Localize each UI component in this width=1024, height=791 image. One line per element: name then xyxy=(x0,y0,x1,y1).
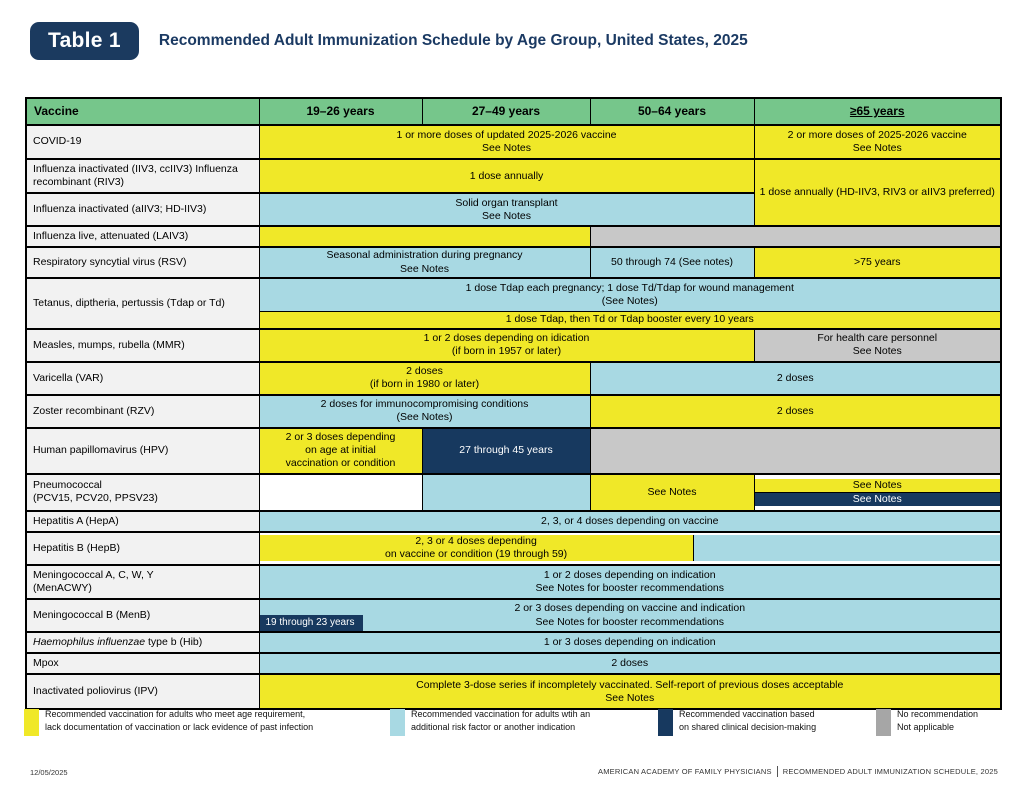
menb-all-cell xyxy=(259,599,1001,632)
mmr-19-64-cell: 1 or 2 doses depending on idication (if born in 1957 or later) xyxy=(259,329,754,362)
vaccine-label-hepa: Hepatitis A (HepA) xyxy=(26,511,259,532)
row-mpox xyxy=(26,653,1001,674)
vaccine-label-pneumococcal: Pneumococcal (PCV15, PCV20, PPSV23) xyxy=(26,474,259,511)
menb-age-badge: 19 through 23 years xyxy=(260,615,364,632)
rzv-19-49-cell: 2 doses for immunocompromising conditions (See Notes) xyxy=(259,395,590,428)
hpv-50plus-cell xyxy=(590,428,1001,474)
row-menb xyxy=(26,599,1001,632)
legend-item-blue xyxy=(390,708,590,736)
table-badge: Table 1 xyxy=(30,22,139,60)
vaccine-label-hpv: Human papillomavirus (HPV) xyxy=(26,428,259,474)
hib-label-rest: type b (Hib) xyxy=(145,636,203,648)
legend-item-yellow xyxy=(24,708,313,736)
varicella-50plus-cell: 2 doses xyxy=(590,362,1001,395)
tdap-risk-cell: 1 dose Tdap each pregnancy; 1 dose Td/Tdap for wound management (See Notes) xyxy=(259,278,1001,312)
footer-date: 12/05/2025 xyxy=(30,768,68,777)
vaccine-label-mpox: Mpox xyxy=(26,653,259,674)
vaccine-label-tdap: Tetanus, diptheria, pertussis (Tdap or Td) xyxy=(26,278,259,329)
vaccine-label-rsv: Respiratory syncytial virus (RSV) xyxy=(26,247,259,277)
legend-item-navy xyxy=(658,708,816,736)
pneumococcal-65plus-cell xyxy=(754,474,1001,511)
row-influenza-iiv xyxy=(26,159,1001,193)
row-hpv xyxy=(26,428,1001,474)
covid19-19-64-cell: 1 or more doses of updated 2025-2026 vaccine See Notes xyxy=(259,125,754,159)
vaccine-label-hib xyxy=(26,632,259,653)
influenza-iiv-19-64-cell: 1 dose annually xyxy=(259,159,754,193)
row-hib xyxy=(26,632,1001,653)
vaccine-label-mmr: Measles, mumps, rubella (MMR) xyxy=(26,329,259,362)
varicella-19-49-cell: 2 doses (if born in 1980 or later) xyxy=(259,362,590,395)
row-varicella xyxy=(26,362,1001,395)
pneumococcal-65plus-age-cell: See Notes xyxy=(755,479,1001,492)
influenza-aiiv-19-64-cell: Solid organ transplant See Notes xyxy=(259,193,754,226)
hepb-19-59-cell: 2, 3 or 4 doses depending on vaccine or condition (19 through 59) xyxy=(260,535,694,561)
ipv-all-cell: Complete 3-dose series if incompletely vaccinated. Self-report of previous doses acceptable See Notes xyxy=(259,674,1001,709)
row-hepb xyxy=(26,532,1001,565)
column-header-row xyxy=(26,98,1001,125)
gray-swatch-icon xyxy=(876,709,891,736)
column-header-19-26: 19–26 years xyxy=(259,98,422,125)
schedule-table xyxy=(25,97,1002,710)
hepb-all-cell xyxy=(259,532,1001,565)
hpv-19-26-cell: 2 or 3 doses depending on age at initial vaccination or condition xyxy=(259,428,422,474)
vaccine-label-influenza-iiv: Influenza inactivated (IIV3, ccIIV3) Influenza recombinant (RIV3) xyxy=(26,159,259,193)
row-covid19 xyxy=(26,125,1001,159)
column-header-vaccine: Vaccine xyxy=(26,98,259,125)
mmr-65plus-cell: For health care personnel See Notes xyxy=(754,329,1001,362)
legend-item-gray xyxy=(876,708,978,736)
vaccine-label-ipv: Inactivated poliovirus (IPV) xyxy=(26,674,259,709)
rsv-50-64-cell: 50 through 74 (See notes) xyxy=(590,247,754,277)
row-laiv xyxy=(26,226,1001,247)
page-title: Recommended Adult Immunization Schedule by Age Group, United States, 2025 xyxy=(158,32,748,49)
navy-swatch-icon xyxy=(658,709,673,736)
vaccine-label-varicella: Varicella (VAR) xyxy=(26,362,259,395)
row-hepa xyxy=(26,511,1001,532)
rsv-65plus-cell: >75 years xyxy=(754,247,1001,277)
legend xyxy=(0,708,1024,752)
pneumococcal-50-64-cell: See Notes xyxy=(590,474,754,511)
row-rzv xyxy=(26,395,1001,428)
row-pneumococcal xyxy=(26,474,1001,511)
vaccine-label-covid19: COVID-19 xyxy=(26,125,259,159)
footer-credit xyxy=(598,766,998,777)
pneumococcal-65plus-shared-cell: See Notes xyxy=(755,492,1001,506)
blue-swatch-icon xyxy=(390,709,405,736)
vaccine-label-hepb: Hepatitis B (HepB) xyxy=(26,532,259,565)
tdap-routine-cell: 1 dose Tdap, then Td or Tdap booster every 10 years xyxy=(259,312,1001,329)
footer-doc-title: RECOMMENDED ADULT IMMUNIZATION SCHEDULE, 2025 xyxy=(782,767,998,776)
vaccine-label-menacwy: Meningococcal A, C, W, Y (MenACWY) xyxy=(26,565,259,599)
yellow-swatch-icon xyxy=(24,709,39,736)
laiv-50plus-cell xyxy=(590,226,1001,247)
influenza-65plus-cell: 1 dose annually (HD-IIV3, RIV3 or aIIV3 preferred) xyxy=(754,159,1001,226)
mpox-all-cell: 2 doses xyxy=(259,653,1001,674)
footer-separator xyxy=(777,766,778,777)
hib-label-genus: Haemophilus influenzae xyxy=(33,636,146,648)
vaccine-label-influenza-aiiv: Influenza inactivated (aIIV3; HD-IIV3) xyxy=(26,193,259,226)
rsv-19-49-cell: Seasonal administration during pregnancy See Notes xyxy=(259,247,590,277)
pneumococcal-27-49-cell xyxy=(422,474,590,511)
vaccine-label-laiv: Influenza live, attenuated (LAIV3) xyxy=(26,226,259,247)
menacwy-all-cell: 1 or 2 doses depending on indication See Notes for booster recommendations xyxy=(259,565,1001,599)
hepb-60plus-cell xyxy=(694,535,1000,561)
row-menacwy xyxy=(26,565,1001,599)
laiv-19-49-cell xyxy=(259,226,590,247)
legend-gray-text: No recommendation Not applicable xyxy=(897,709,979,732)
header-bar xyxy=(30,22,748,60)
row-tdap-risk xyxy=(26,278,1001,312)
legend-navy-text: Recommended vaccination based on shared clinical decision-making xyxy=(679,709,817,732)
pneumococcal-19-26-cell xyxy=(259,474,422,511)
row-ipv xyxy=(26,674,1001,709)
legend-yellow-text: Recommended vaccination for adults who meet age requirement, lack documentation of vaccination or lack evidence of past infection xyxy=(45,709,314,732)
hepa-all-cell: 2, 3, or 4 doses depending on vaccine xyxy=(259,511,1001,532)
column-header-27-49: 27–49 years xyxy=(422,98,590,125)
row-rsv xyxy=(26,247,1001,277)
vaccine-label-menb: Meningococcal B (MenB) xyxy=(26,599,259,632)
rzv-50plus-cell: 2 doses xyxy=(590,395,1001,428)
covid19-65plus-cell: 2 or more doses of 2025-2026 vaccine See Notes xyxy=(754,125,1001,159)
column-header-50-64: 50–64 years xyxy=(590,98,754,125)
legend-blue-text: Recommended vaccination for adults wtih an additional risk factor or another indication xyxy=(411,709,591,732)
column-header-65plus: ≥65 years xyxy=(754,98,1001,125)
hpv-27-49-cell: 27 through 45 years xyxy=(422,428,590,474)
menb-text: 2 or 3 doses depending on vaccine and indication See Notes for booster recommendations xyxy=(514,602,746,628)
footer-org: AMERICAN ACADEMY OF FAMILY PHYSICIANS xyxy=(598,767,772,776)
vaccine-label-rzv: Zoster recombinant (RZV) xyxy=(26,395,259,428)
row-mmr xyxy=(26,329,1001,362)
hib-all-cell: 1 or 3 doses depending on indication xyxy=(259,632,1001,653)
